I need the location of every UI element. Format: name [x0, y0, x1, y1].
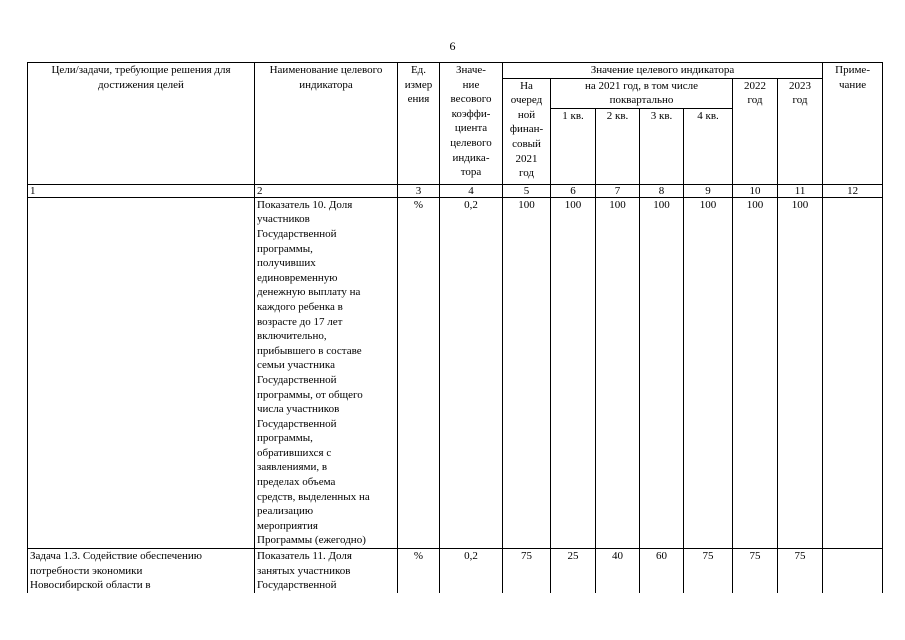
text-line: коэффи- [451, 107, 491, 120]
text-line: числа участников [257, 403, 340, 416]
header-unit [398, 63, 440, 185]
text-line: единовременную [257, 271, 338, 284]
text-line: совый [512, 137, 541, 150]
text-line: целевого [450, 136, 492, 149]
text-line: Государственной [257, 373, 337, 386]
header-quarterly-2021 [551, 78, 733, 108]
text-line: ние [462, 78, 480, 91]
goal-cell [28, 549, 255, 593]
text-line: Государственной [257, 417, 337, 430]
header-next-fiscal-year [503, 78, 551, 184]
text-line: ной [517, 108, 536, 121]
indicator-name-cell [255, 549, 398, 593]
q1-cell: 25 [551, 549, 596, 593]
text-line: Приме- [835, 64, 870, 76]
col-number-4: 4 [440, 184, 503, 197]
text-line: на 2021 год, в том числе [584, 79, 699, 92]
col-number-10: 10 [733, 184, 778, 197]
header-year-2022 [733, 78, 778, 184]
text-line: циента [454, 122, 488, 135]
q3-cell: 100 [640, 197, 684, 548]
header-note [823, 63, 883, 185]
text-line: 2022 [744, 79, 766, 92]
note-cell [823, 549, 883, 593]
next-year-cell: 75 [503, 549, 551, 593]
header-year-2023 [778, 78, 823, 184]
text-line: участников [257, 213, 310, 226]
weight-cell: 0,2 [440, 197, 503, 548]
col-number-12: 12 [823, 184, 883, 197]
q2-cell: 100 [596, 197, 640, 548]
text-line: Государственной [257, 579, 337, 592]
header-goals: Цели/задачи, требующие решения для достижения целей [28, 63, 255, 185]
weight-cell: 0,2 [440, 549, 503, 593]
col-number-3: 3 [398, 184, 440, 197]
text-line: семьи участника [257, 359, 335, 372]
table-row [28, 549, 883, 593]
text-line: возрасте до 17 лет [257, 315, 343, 328]
text-line: измер [404, 78, 433, 91]
q4-cell: 75 [684, 549, 733, 593]
text-line: 2023 [789, 79, 812, 92]
text-line: программы, от общего [257, 388, 363, 401]
text-line: индика- [452, 151, 490, 164]
text-line: Наименование целевого [269, 64, 383, 76]
col-number-8: 8 [640, 184, 684, 197]
col-number-2: 2 [255, 184, 398, 197]
col-number-9: 9 [684, 184, 733, 197]
text-line: Программы (ежегодно) [257, 534, 366, 547]
q4-cell: 100 [684, 197, 733, 548]
indicator-name-cell [255, 197, 398, 548]
next-year-cell: 100 [503, 197, 551, 548]
text-line: средств, выделенных на [257, 490, 370, 503]
header-indicator-value: Значение целевого индикатора [503, 63, 823, 79]
note-cell [823, 197, 883, 548]
text-line: ения [407, 93, 430, 106]
table-row [28, 197, 883, 548]
text-line: потребности экономики [30, 564, 143, 577]
unit-cell: % [398, 197, 440, 548]
text-line: Значе- [456, 64, 486, 76]
text-line: получивших [257, 257, 316, 270]
text-line: каждого ребенка в [257, 300, 343, 313]
text-line: год [792, 94, 808, 107]
text-line: прибывшего в составе [257, 344, 362, 357]
header-weight [440, 63, 503, 185]
year-2023-cell: 100 [778, 197, 823, 548]
col-number-5: 5 [503, 184, 551, 197]
page-number: 6 [449, 39, 456, 53]
text-line: включительно, [257, 330, 327, 343]
text-line: индикатора [299, 78, 353, 91]
goal-cell [28, 197, 255, 548]
col-number-6: 6 [551, 184, 596, 197]
year-2022-cell: 100 [733, 197, 778, 548]
text-line: Новосибирской области в [30, 579, 151, 592]
q2-cell: 40 [596, 549, 640, 593]
text-line: программы, [257, 432, 313, 445]
text-line: На [520, 79, 533, 92]
text-line: Задача 1.3. Содействие обеспечению [30, 550, 203, 563]
q1-cell: 100 [551, 197, 596, 548]
text-line: 2021 [515, 152, 538, 165]
unit-cell: % [398, 549, 440, 593]
header-q3: 3 кв. [640, 108, 684, 184]
header-q2: 2 кв. [596, 108, 640, 184]
text-line: Ед. [410, 64, 427, 76]
text-line: тора [460, 166, 482, 179]
col-number-11: 11 [778, 184, 823, 197]
text-line: обратившихся с [257, 446, 332, 459]
text-line: пределах объема [257, 476, 336, 489]
text-line: реализацию [257, 505, 314, 518]
text-line: чание [839, 78, 867, 91]
text-line: год [747, 94, 763, 107]
text-line: мероприятия [257, 519, 318, 532]
text-line: Показатель 11. Доля [257, 550, 352, 563]
year-2023-cell: 75 [778, 549, 823, 593]
text-line: весового [450, 93, 492, 106]
header-indicator-name [255, 63, 398, 185]
header-q4: 4 кв. [684, 108, 733, 184]
text-line: занятых участников [257, 564, 351, 577]
text-line: программы, [257, 242, 313, 255]
q3-cell: 60 [640, 549, 684, 593]
header-q1: 1 кв. [551, 108, 596, 184]
text-line: очеред [510, 94, 543, 107]
col-number-7: 7 [596, 184, 640, 197]
text-line: Показатель 10. Доля [257, 198, 353, 211]
col-number-1: 1 [28, 184, 255, 197]
text-line: финан- [509, 123, 544, 136]
text-line: Государственной [257, 227, 337, 240]
text-line: заявлениями, в [257, 461, 328, 474]
year-2022-cell: 75 [733, 549, 778, 593]
text-line: денежную выплату на [257, 286, 361, 299]
text-line: год [518, 167, 535, 180]
text-line: поквартально [609, 94, 674, 107]
target-indicators-table [27, 62, 883, 593]
